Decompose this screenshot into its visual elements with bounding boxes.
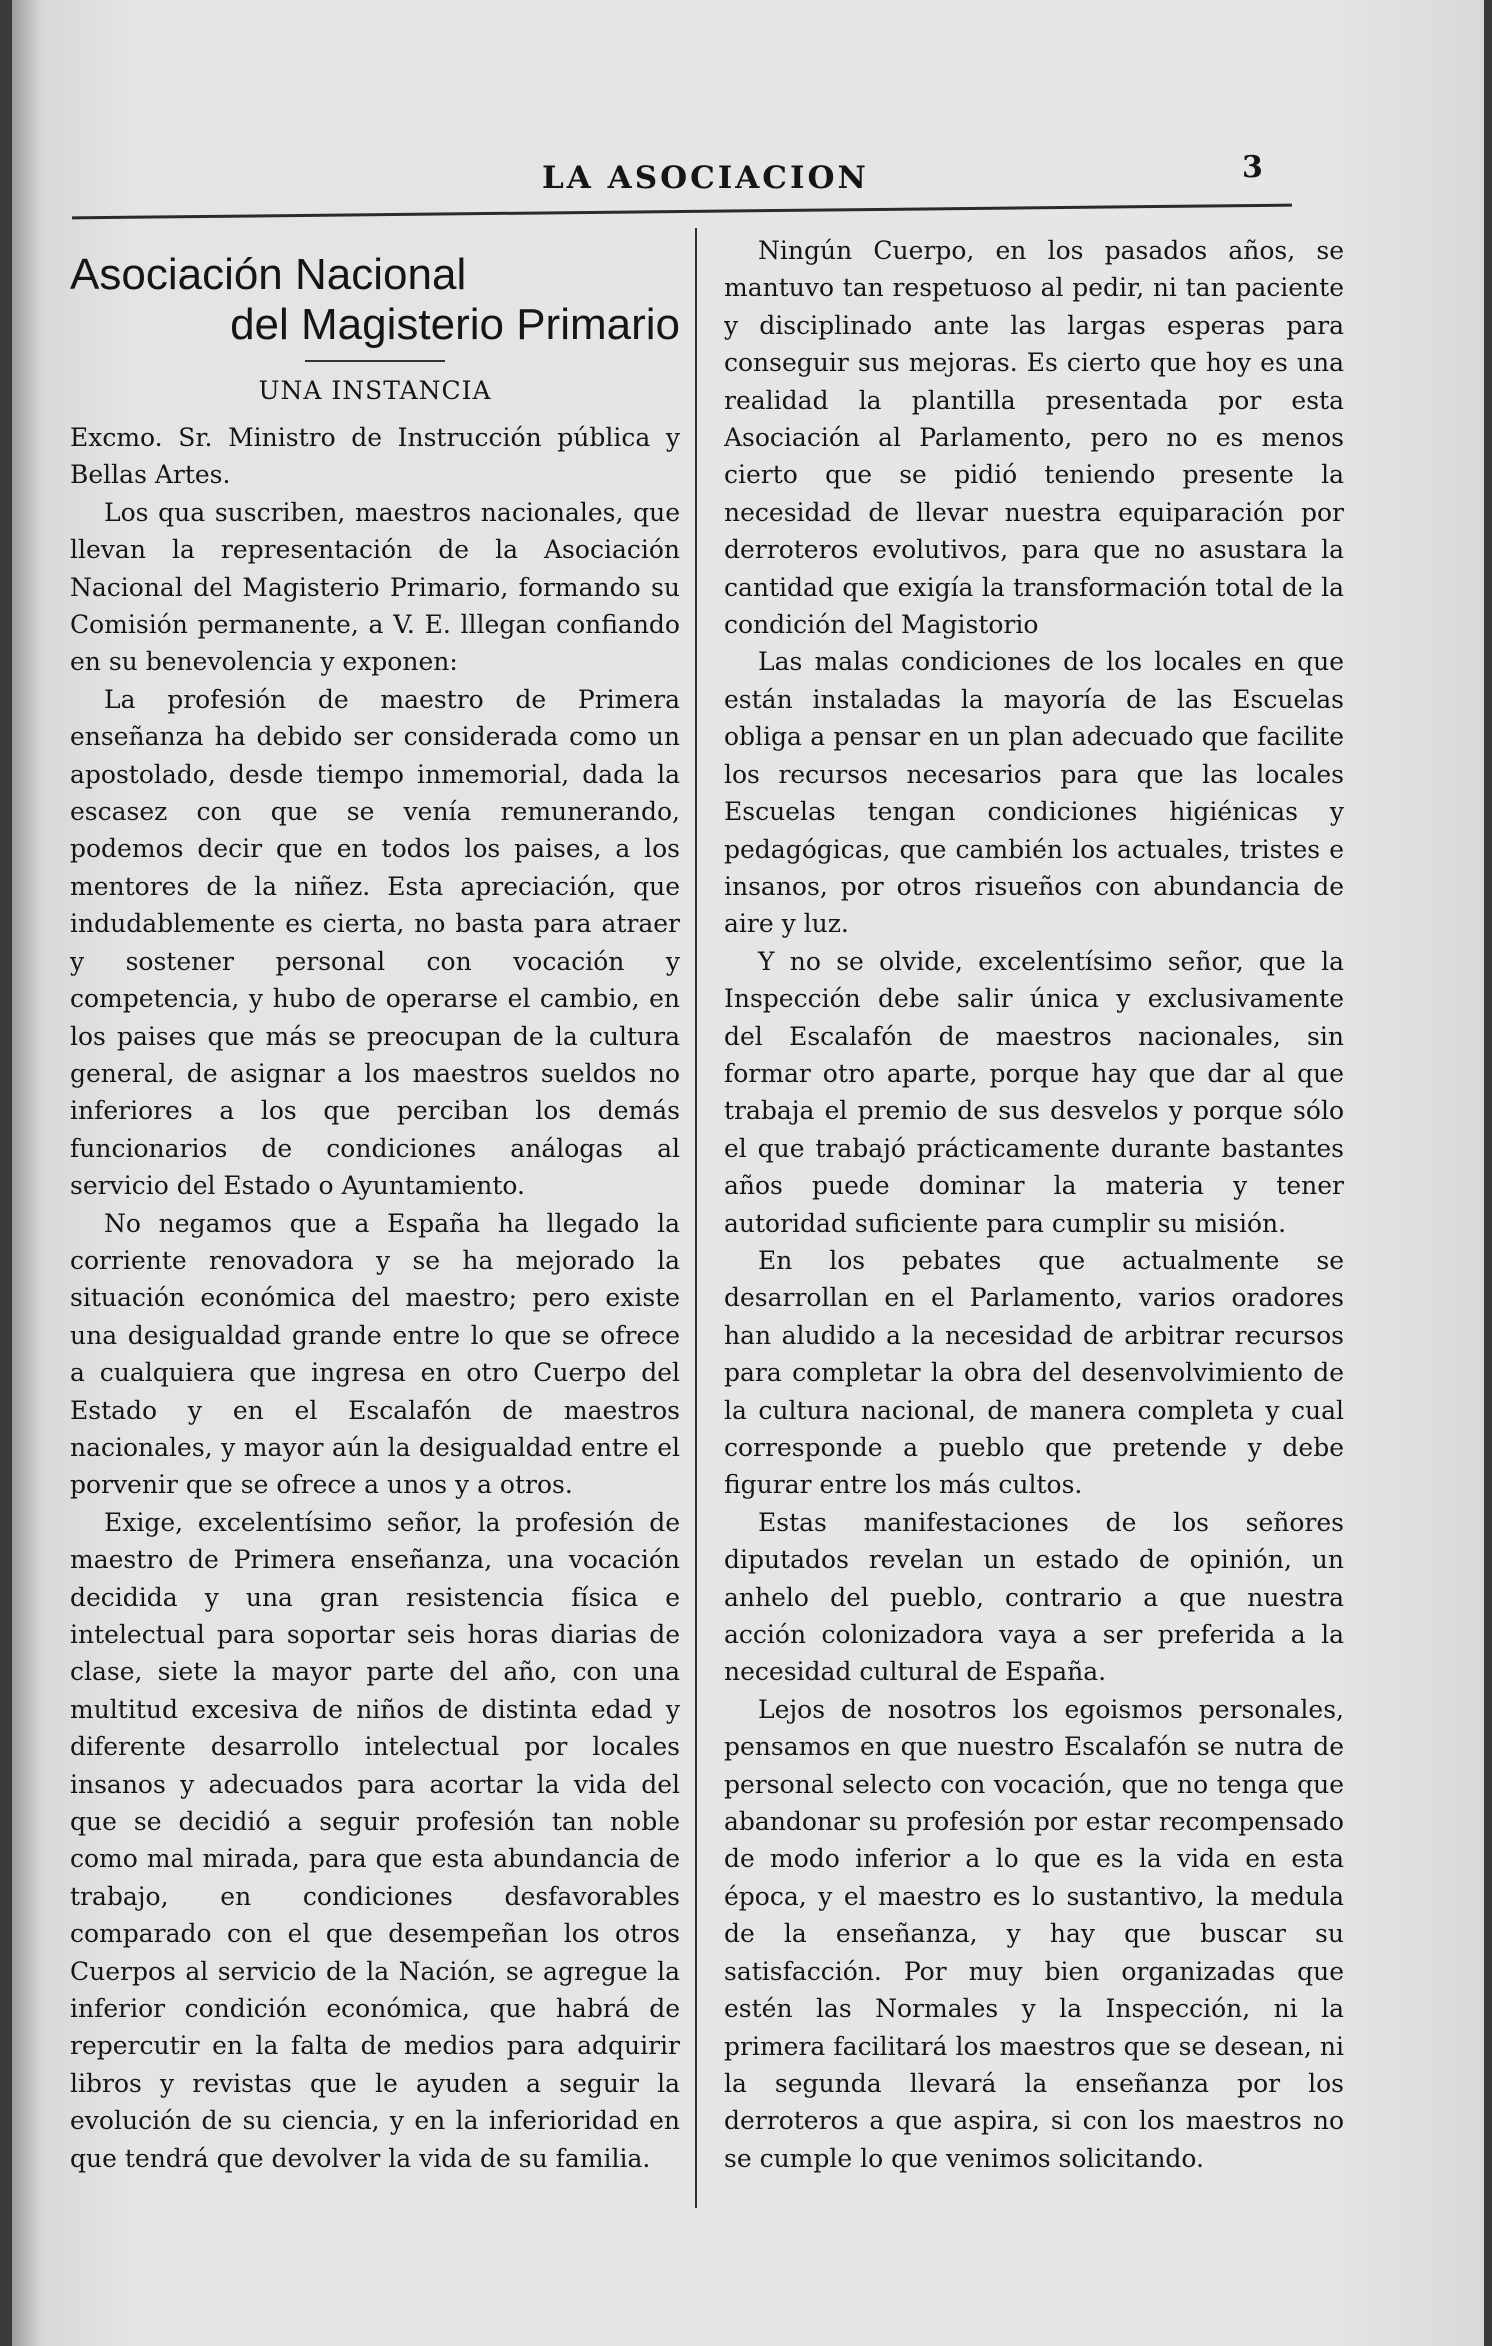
- column-divider: [695, 228, 697, 2208]
- paragraph: Lejos de nosotros los egoismos personales, pensamos en que nuestro Escalafón se nutra de personal selecto con vocación, que no tenga que abandonar su profesión por estar recompensado de modo inferior a lo que es la vida en esta época, y el maestro es lo sustantivo, la medula de la enseñanza, y hay que buscar su satisfacción. Por muy bien organizadas que estén las Normales y la Inspección, ni la primera facilitará los maestros que se desean, ni la segunda llevará la enseñanza por los derroteros a que aspira, si con los maestros no se cumple lo que venimos solicitando.: [724, 1694, 1344, 2173]
- running-head: LA ASOCIACION: [542, 160, 869, 196]
- paragraph: Y no se olvide, excelentísimo señor, que la Inspección debe salir única y exclusivamente del Escalafón de maestros nacionales, sin formar otro aparte, porque hay que dar al que trabaja el premio de sus desvelos y porque sólo el que trabajó prácticamente durante bastantes años puede dominar la materia y tener autoridad suficiente para cumplir su misión.: [724, 946, 1344, 1238]
- newspaper-page: [12, 0, 1484, 2346]
- left-column: [70, 250, 680, 2240]
- section-masthead: [70, 250, 680, 350]
- paragraph: Estas manifestaciones de los señores diputados revelan un estado de opinión, un anhelo del pueblo, contrario a que nuestra acción colonizadora vaya a ser preferida a la necesidad cultural de España.: [724, 1507, 1344, 1687]
- masthead-line-1: Asociación Nacional: [70, 250, 467, 299]
- paragraph-salutation: Excmo. Sr. Ministro de Instrucción pública y Bellas Artes.: [70, 423, 680, 490]
- paragraph: La profesión de maestro de Primera enseñanza ha debido ser considerada como un apostolado, desde tiempo inmemorial, dada la escasez con que se venía remunerando, podemos decir que en todos los paises, a los mentores de la niñez. Esta apreciación, que indudablemente es cierta, no basta para atraer y sostener personal con vocación y competencia, y hubo de operarse el cambio, en los paises que más se preocupan de la cultura general, de asignar a los maestros sueldos no inferiores a los que perciban los demás funcionarios de condiciones análogas al servicio del Estado o Ayuntamiento.: [70, 684, 680, 1201]
- paragraph: Las malas condiciones de los locales en que están instaladas la mayoría de las Escuelas obliga a pensar en un plan adecuado que facilite los recursos necesarios para que las locales Escuelas tengan condiciones higiénicas y pedagógicas, que cambién los actuales, tristes e insanos, por otros risueños con abundancia de aire y luz.: [724, 647, 1344, 939]
- article-subhead: UNA INSTANCIA: [258, 376, 492, 405]
- header-rule: [72, 204, 1292, 220]
- paragraph: Los qua suscriben, maestros nacionales, que llevan la representación de la Asociación Nacional del Magisterio Primario, formando su Comisión permanente, a V. E. lllegan confiando en su benevolencia y exponen:: [70, 497, 680, 677]
- paragraph: No negamos que a España ha llegado la corriente renovadora y se ha mejorado la situación económica del maestro; pero existe una desigualdad grande entre lo que se ofrece a cualquiera que ingresa en otro Cuerpo del Estado y en el Escalafón de maestros nacionales, y mayor aún la desigualdad entre el porvenir que se ofrece a unos y a otros.: [70, 1208, 680, 1500]
- paragraph: En los pebates que actualmente se desarrollan en el Parlamento, varios oradores han aludido a la necesidad de arbitrar recursos para completar la obra del desenvolvimiento de la cultura nacional, de manera completa y cual corresponde a pueblo que pretende y debe figurar entre los más cultos.: [724, 1245, 1344, 1500]
- masthead-line-2: del Magisterio Primario: [230, 300, 680, 349]
- masthead-rule: [305, 360, 445, 362]
- paragraph: Exige, excelentísimo señor, la profesión de maestro de Primera enseñanza, una vocación decidida y una gran resistencia física e intelectual para soportar seis horas diarias de clase, siete la mayor parte del año, con una multitud excesiva de niños de distinta edad y diferente desarrollo intelectual por locales insanos y adecuados para acortar la vida del que se decidió a seguir profesión tan noble como mal mirada, para que esta abundancia de trabajo, en condiciones desfavorables comparado con el que desempeñan los otros Cuerpos al servicio de la Nación, se agregue la inferior condición económica, que habrá de repercutir en la falta de medios para adquirir libros y revistas que le ayuden a seguir la evolución de su ciencia, y en la inferioridad en que tendrá que devolver la vida de su familia.: [70, 1507, 680, 2173]
- paragraph: Ningún Cuerpo, en los pasados años, se mantuvo tan respetuoso al pedir, ni tan paciente y disciplinado ante las largas esperas para conseguir sus mejoras. Es cierto que hoy es una realidad la plantilla presentada por esta Asociación al Parlamento, pero no es menos cierto que se pidió teniendo presente la necesidad de llevar nuestra equiparación por derroteros evolutivos, para que no asustara la cantidad que exigía la transformación total de la condición del Magistorio: [724, 236, 1344, 640]
- right-column: [724, 232, 1344, 2232]
- page-number: 3: [1242, 150, 1263, 185]
